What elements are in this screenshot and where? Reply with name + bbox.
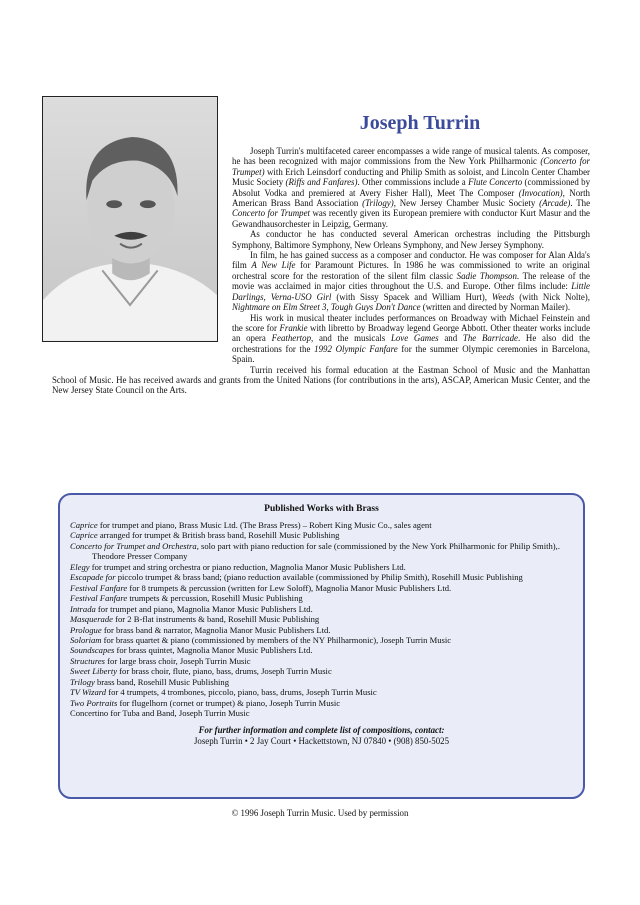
work-title: Sweet Liberty [70, 666, 118, 677]
work-details: Concertino for Tuba and Band, Joseph Turrin Music [70, 708, 250, 719]
text-run: (with Sissy Spacek and William Hurt), [331, 291, 492, 302]
italic-title: (Concerto for Trumpet) [232, 156, 590, 177]
work-details: for brass choir, flute, piano, bass, drums, Joseph Turrin Music [117, 666, 332, 677]
work-title: Concerto for Trumpet and Orchestra [70, 540, 197, 551]
text-run: . The [570, 198, 591, 209]
page-title: Joseph Turrin [359, 112, 481, 134]
work-item [70, 562, 573, 572]
work-title: Caprice [70, 520, 98, 530]
work-title: Festival Fanfare [70, 582, 128, 593]
work-item [70, 708, 573, 718]
work-item [70, 625, 573, 635]
work-item [70, 572, 573, 582]
italic-title: (Riffs and Fanfares) [285, 177, 358, 188]
contact-info [70, 725, 573, 747]
work-item [70, 541, 573, 562]
italic-title: Feathertop [271, 333, 312, 344]
text-run: was recently given its European premiere with conductor Kurt Masur and the Gewandhausorchester in Leipzig, Germany. [232, 208, 590, 229]
italic-title: Nightmare on Elm Street 3, Tough Guys Don't Dance [232, 302, 421, 313]
work-details: for brass quintet, Magnolia Manor Music Publishers Ltd. [114, 645, 313, 656]
work-details: for trumpet and string orchestra or piano reduction, Magnolia Manor Music Publishers Ltd. [89, 561, 406, 572]
text-run: (with Nick Nolte), [514, 291, 590, 302]
work-item [70, 635, 573, 645]
work-details: for flugelhorn (cornet or trumpet) & piano, Joseph Turrin Music [117, 697, 341, 708]
work-item [70, 583, 573, 593]
work-title: Two Portraits [70, 697, 118, 708]
italic-title: (Trilogy) [362, 198, 394, 209]
works-list [70, 520, 573, 719]
work-details: for 8 trumpets & percussion (written for Lew Soloff), Magnolia Manor Music Publishers Ltd. [127, 582, 452, 593]
work-title: Masquerade [70, 614, 113, 625]
italic-title: A New Life [251, 260, 296, 271]
work-item [70, 593, 573, 603]
contact-lead: For further information and complete list of compositions, contact: [198, 724, 445, 735]
italic-title: (Invocation) [518, 187, 563, 198]
published-works-heading: Published Works with Brass [264, 504, 379, 514]
work-details: brass band, Rosehill Music Publishing [94, 676, 230, 687]
work-details: for trumpet and piano, Magnolia Manor Music Publishers Ltd. [95, 603, 313, 614]
work-title: Caprice [70, 530, 98, 541]
italic-title: Concerto for Trumpet [232, 208, 310, 219]
biography [52, 146, 590, 396]
text-run: Turrin received his formal education at the Eastman School of Music and the Manhattan School of Music. He has received awards and grants from the United Nations (for contributions in the arts), ASCAP, American Music Center, and the New Jersey State Council on the Arts. [52, 364, 590, 396]
text-run: . He also did the orchestrations for the [232, 333, 590, 354]
italic-title: Weeds [491, 291, 515, 302]
work-details: for brass quartet & piano (commissioned by members of the NY Philharmonic), Joseph Turrin Music [101, 634, 452, 645]
text-run: His work in musical theater includes performances on Broadway with Michael Feinstein and the score for [232, 312, 590, 333]
photo-wrap-spacer [52, 146, 232, 367]
text-run: for Paramount Pictures. In 1986 he was commissioned to write an original orchestral score for the restoration of the silent film classic [232, 260, 591, 281]
work-title: Elegy [70, 561, 90, 572]
work-details: for large brass choir, Joseph Turrin Music [105, 655, 251, 666]
text-run: with libretto by Broadway legend George Abbott. Other theater works include an opera [232, 322, 591, 344]
text-run: for the summer Olympic ceremonies in Barcelona, Spain. [232, 343, 590, 365]
work-title: Trilogy [70, 676, 95, 687]
contact-address: Joseph Turrin • 2 Jay Court • Hackettstown, NJ 07840 • (908) 850-5025 [193, 735, 450, 746]
text-run: . The release of the movie was acclaimed in major cities throughout the U.S. and Europe. Other films include: [232, 270, 590, 292]
italic-title: Sadie Thompson [456, 270, 517, 281]
work-item [70, 614, 573, 624]
work-title: Festival Fanfare [70, 593, 128, 604]
text-run: In film, he has gained success as a composer and conductor. He was composer for Alan Alda's film [232, 250, 590, 271]
text-run: As conductor he has conducted several American orchestras including the Pittsburgh Symphony, Baltimore Symphony, New Orleans Symphony, and New Jersey Symphony. [232, 229, 590, 250]
work-item [70, 656, 573, 666]
text-run: . Other commissions include a [357, 177, 469, 188]
italic-title: 1992 Olympic Fanfare [314, 343, 398, 354]
text-run: (written and directed by Norman Mailer). [420, 302, 571, 313]
italic-title: (Arcade) [539, 198, 571, 209]
work-details: for brass band & narrator, Magnolia Manor Music Publishers Ltd. [101, 624, 331, 635]
work-item [70, 677, 573, 687]
work-details: trumpets & percussion, Rosehill Music Publishing [127, 593, 303, 604]
work-details: for 4 trumpets, 4 trombones, piccolo, piano, bass, drums, Joseph Turrin Music [106, 687, 377, 698]
work-details: arranged for trumpet & British brass band, Rosehill Music Publishing [97, 530, 340, 541]
work-title: Intrada [70, 603, 96, 614]
work-title: Soundscapes [70, 645, 115, 656]
work-item [70, 520, 573, 530]
work-title: Prologue [70, 624, 102, 635]
work-details: for trumpet and piano, Brass Music Ltd. (The Brass Press) – Robert King Music Co., sales agent [97, 520, 432, 530]
work-details: for 2 B-flat instruments & band, Rosehill Music Publishing [112, 614, 320, 625]
text-run: and [438, 333, 463, 344]
work-title: Soloriam [70, 634, 102, 645]
text-run: , New Jersey Chamber Music Society [393, 198, 540, 209]
work-item [70, 604, 573, 614]
work-item [70, 645, 573, 655]
text-run: , and the musicals [311, 333, 391, 344]
text-run: (commissioned by Absolut Vodka and premiered at Avery Fisher Hall), Meet The Composer [232, 177, 591, 198]
italic-title: The Barricade [462, 333, 518, 344]
work-item [70, 530, 573, 540]
work-title: Structures [70, 655, 106, 666]
text-run: Joseph Turrin's multifaceted career encompasses a wide range of musical talents. As composer, he has been recognized with major commissions from the New York Philharmonic [232, 146, 590, 167]
italic-title: Frankie [279, 322, 308, 333]
work-item [70, 666, 573, 676]
italic-title: Love Games [390, 333, 439, 344]
work-title: Escapade for [70, 572, 116, 583]
bio-paragraph [52, 365, 590, 396]
work-details: , solo part with piano reduction for sale (commissioned by the New York Philharmonic for Philip Smith),. Theodore Presser Company [92, 540, 560, 562]
text-run: with Erich Leinsdorf conducting and Philip Smith as soloist, and Lincoln Center Chamber Music Society [232, 166, 590, 188]
copyright-footer: © 1996 Joseph Turrin Music. Used by permission [231, 808, 409, 818]
work-item [70, 698, 573, 708]
work-item [70, 687, 573, 697]
italic-title: Little Darlings, Verna-USO Girl [232, 281, 590, 302]
text-run: , North American Brass Band Association [232, 187, 590, 209]
published-works-box [58, 493, 585, 799]
work-title: TV Wizard [70, 687, 107, 698]
work-details: piccolo trumpet & brass band; (piano reduction available (commissioned by Philip Smith), Rosehill Music Publishing [115, 572, 523, 583]
italic-title: Flute Concerto [468, 177, 523, 188]
